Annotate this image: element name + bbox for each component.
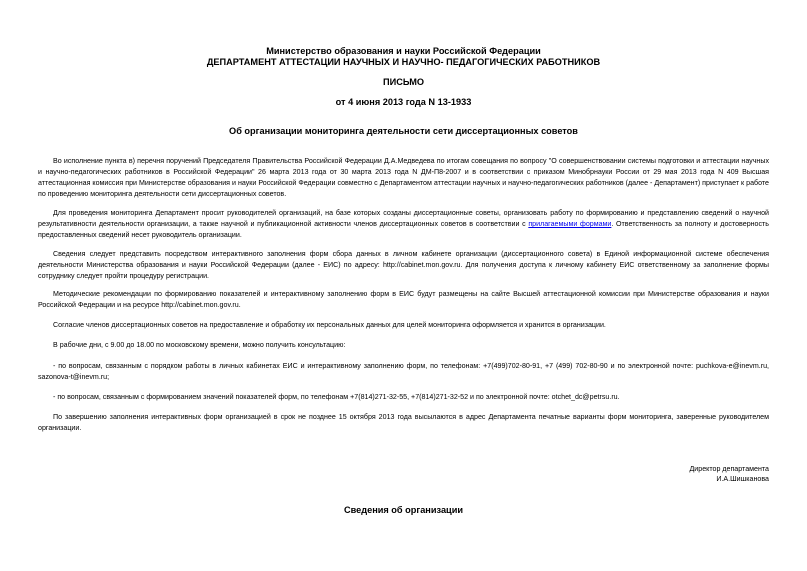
paragraph-2 — [38, 208, 769, 241]
paragraph-5: Согласие членов диссертационных советов на предоставление и обработку их персональных данных для целей мониторинга оформляется и хранится в организации. — [53, 321, 606, 329]
signatory-position: Директор департамента — [689, 465, 769, 473]
paragraph-4: Методические рекомендации по формированию показателей и интерактивному заполнению форм в ЕИС будут размещены на сайте Высшей аттестационной комиссии при Министерстве образования и науки Российской Федерации и на ресурсе http://cabinet.mon.gov.ru. — [38, 290, 769, 309]
department-name: ДЕПАРТАМЕНТ АТТЕСТАЦИИ НАУЧНЫХ И НАУЧНО- ПЕДАГОГИЧЕСКИХ РАБОТНИКОВ — [206, 57, 601, 67]
paragraph-6: В рабочие дни, с 9.00 до 18.00 по московскому времени, можно получить консультацию: — [53, 341, 346, 349]
paragraph-7: - по вопросам, связанным с порядком работы в личных кабинетах ЕИС и интерактивному заполнению форм, по телефонам: +7(499)702-80-91, +7 (499) 702-80-90 и по электронной почте: puchkova-e@inevm.ru, sazonova-t@inevm.ru; — [38, 362, 769, 381]
paragraph-9: По завершению заполнения интерактивных форм организацией в срок не позднее 15 октября 2013 года высылаются в адрес Департамента печатные варианты форм мониторинга, заверенные руководителем организации. — [38, 413, 769, 432]
ministry-name: Министерство образования и науки Российской Федерации — [266, 46, 541, 56]
paragraph-2-text-start: Для проведения мониторинга Департамент просит руководителей организаций, на базе которых созданы диссертационные советы, организовать работу по формированию и представлению сведений о научной результативности деятельности организации, а также научной и публикационной активности членов диссертационных советов в соответствии с — [38, 209, 769, 228]
paragraph-1: Во исполнение пункта в) перечня поручений Председателя Правительства Российской Федерации Д.А.Медведева по итогам совещания по вопросу "О совершенствовании системы подготовки и аттестации научных и научно-педагогических работников в Российской Федерации" 26 марта 2013 года от 30 марта 2013 года N ДМ-П8-2007 и в соответствии с приказом Минобрнауки России от 29 мая 2013 года N 409 Высшая аттестационная комиссия при Министерстве образования и науки Российской Федерации совместно с Департаментом аттестации научных и научно-педагогических работников (далее - Департамент) приступает к работе по проведению мониторинга деятельности сети диссертационных советов. — [38, 157, 769, 198]
paragraph-3: Сведения следует представить посредством интерактивного заполнения форм сбора данных в личном кабинете организации (диссертационного совета) в Единой информационной системе обеспечения деятельности Министерства образования и науки Российской Федерации (далее - ЕИС) по адресу: http://cabinet.mon.gov.ru. Для получения доступа к личному кабинету ЕИС ответственному за заполнение формы сотруднику следует пройти процедуру регистрации. — [38, 250, 769, 280]
document-type: ПИСЬМО — [382, 77, 425, 87]
document-title: Об организации мониторинга деятельности сети диссертационных советов — [229, 126, 578, 136]
appendix-title: Сведения об организации — [343, 505, 464, 515]
signatory-name: И.А.Шишканова — [716, 475, 769, 483]
document-date-number: от 4 июня 2013 года N 13-1933 — [335, 97, 472, 107]
paragraph-8: - по вопросам, связанным с формированием значений показателей форм, по телефонам +7(814)271-32-55, +7(814)271-32-52 и по электронной почте: otchet_dc@petrsu.ru. — [53, 393, 620, 401]
attached-forms-link[interactable]: прилагаемыми формами — [528, 220, 612, 228]
paragraph-2-text-end: . Ответственность за полноту и достоверность предоставленных сведений несет руководитель организации. — [38, 220, 769, 239]
